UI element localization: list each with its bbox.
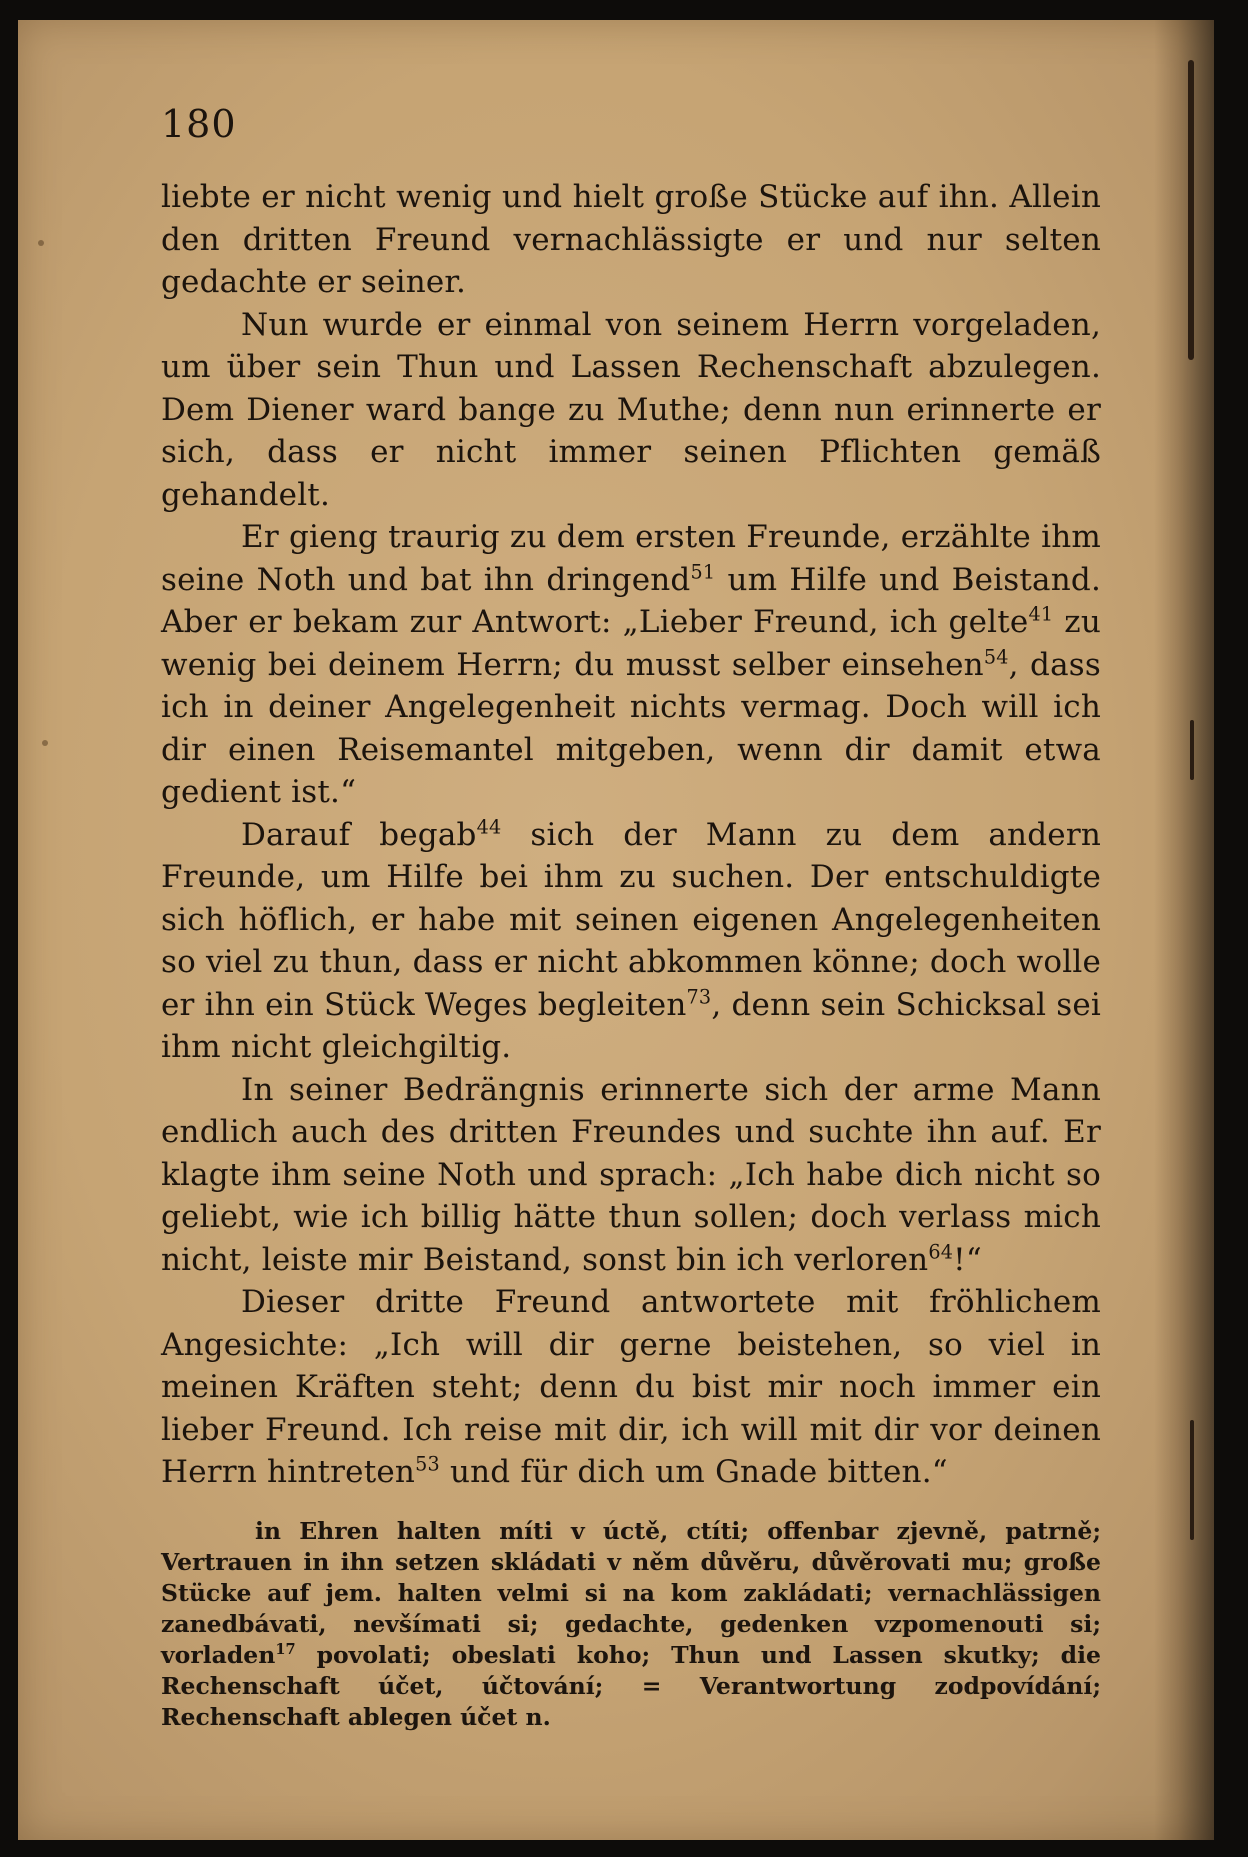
binding-shadow-mark: [1188, 60, 1194, 360]
page-binding-edge: [1154, 20, 1214, 1840]
text-run: um Hilfe und Beistand. Aber er bekam zur Antwort: „Lieber Freund, ich gelte: [161, 561, 1102, 640]
binding-shadow-mark: [1190, 1420, 1194, 1540]
text-run: , denn sein Schicksal sei ihm nicht gleichgiltig.: [161, 986, 1102, 1065]
text-run: Dieser dritte Freund antwortete mit fröhlichem Angesichte: „Ich will dir gerne beistehen, so viel in meinen Kräften steht; denn du bist mir noch immer ein lieber Freund. Ich reise mit dir, ich will mit dir vor deinen Herrn hintreten: [161, 1284, 1101, 1490]
footnote-ref: 44: [476, 815, 502, 839]
text-run: , dass ich in deiner Angelegenheit nichts vermag. Doch will ich dir einen Reisemantel mitgeben, wenn dir damit etwa gedient ist.“: [161, 646, 1101, 810]
footnote-n1: [161, 1516, 1101, 1733]
text-column: [161, 102, 1101, 1733]
paper-speck: [38, 240, 44, 246]
paragraph-p6: [161, 1281, 1101, 1494]
text-run: liebte er nicht wenig und hielt große Stücke auf ihn. Allein den dritten Freund vernachlässigte er und nur selten gedachte er seiner.: [161, 179, 1101, 300]
page-number: 180: [161, 102, 237, 146]
binding-shadow-mark: [1190, 720, 1194, 780]
footnote-ref: 41: [1028, 602, 1054, 626]
text-run: und für dich um Gnade bitten.“: [439, 1454, 948, 1490]
book-page: [18, 20, 1214, 1840]
paragraph-p4: [161, 814, 1101, 1069]
footnote-ref: 51: [690, 560, 716, 584]
text-run: In seiner Bedrängnis erinnerte sich der arme Mann endlich auch des dritten Freundes und suchte ihn auf. Er klagte ihm seine Noth und sprach: „Ich habe dich nicht so geliebt, wie ich billig hätte thun sollen; doch verlass mich nicht, leiste mir Beistand, sonst bin ich verloren: [161, 1071, 1101, 1278]
footnote-ref: 64: [928, 1240, 954, 1264]
body-text: [161, 176, 1101, 1494]
text-run: !“: [953, 1241, 982, 1278]
paragraph-p2: [161, 304, 1101, 517]
text-run: Darauf begab: [241, 816, 477, 853]
text-run: Nun wurde er einmal von seinem Herrn vorgeladen, um über sein Thun und Lassen Rechenschaft abzulegen. Dem Diener ward bange zu Muthe; denn nun erinnerte er sich, dass er nicht immer seinen Pflichten gemäß gehandelt.: [161, 306, 1101, 513]
footnote-ref: 54: [983, 645, 1009, 669]
paragraph-p1: [161, 176, 1101, 304]
paragraph-p5: [161, 1069, 1101, 1282]
footnote-ref: 53: [415, 1452, 440, 1476]
footnotes: [161, 1516, 1101, 1733]
text-run: zu wenig bei deinem Herrn; du musst selber einsehen: [161, 604, 1101, 683]
text-run: sich der Mann zu dem andern Freunde, um Hilfe bei ihm zu suchen. Der entschuldigte sich höflich, er habe mit seinen eigenen Angelegenheiten so viel zu thun, dass er nicht abkommen könne; doch wolle er ihn ein Stück Weges begleiten: [161, 816, 1102, 1023]
text-run: povolati; obeslati koho; Thun und Lassen skutky; die Rechenschaft účet, účtování; = Verantwortung zodpovídání; Rechenschaft ablegen účet n.: [161, 1640, 1101, 1731]
paragraph-p3: [161, 516, 1101, 814]
text-run: in Ehren halten míti v úctě, ctíti; offenbar zjevně, patrně; Vertrauen in ihn setzen skládati v něm důvěru, důvěrovati mu; große Stücke auf jem. halten velmi si na kom zakládati; vernachlässigen zanedbávati, nevšímati si; gedachte, gedenken vzpomenouti si; vorladen: [161, 1516, 1101, 1669]
text-run: Er gieng traurig zu dem ersten Freunde, erzählte ihm seine Noth und bat ihn dringend: [161, 519, 1101, 598]
footnote-ref: 73: [686, 985, 712, 1009]
footnote-ref: 17: [275, 1640, 296, 1658]
paper-speck: [42, 740, 48, 746]
